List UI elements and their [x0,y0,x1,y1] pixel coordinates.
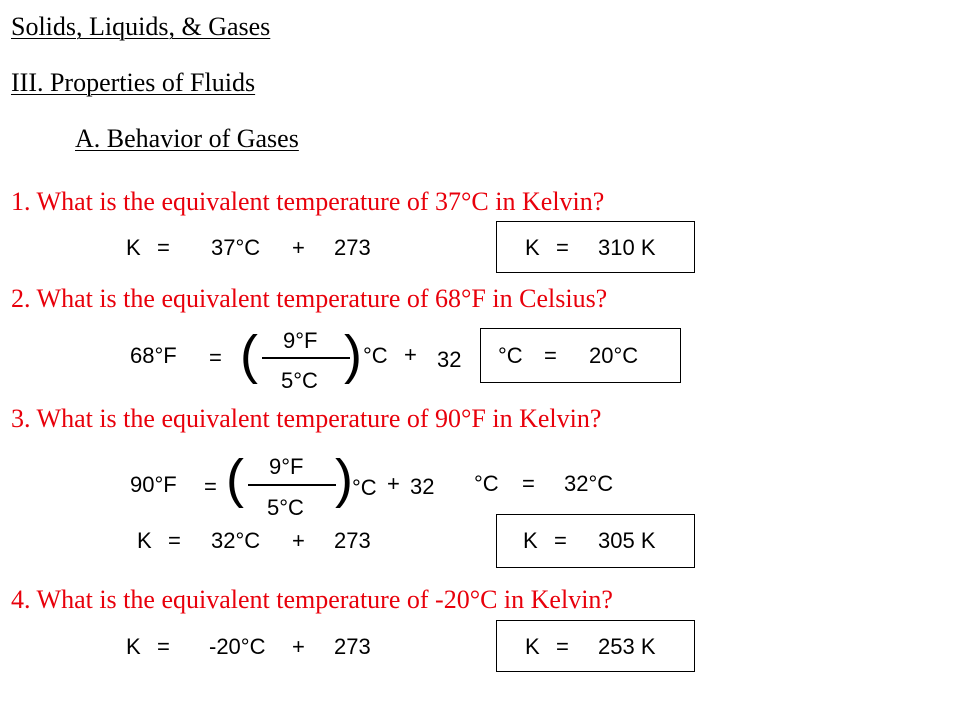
q2-answer-value: 20°C [589,343,639,368]
q3-intermediate-c: °C [474,471,499,496]
q4-celsius-value: -20°C [209,634,266,659]
q2-fraction-numerator: 9°F [283,328,318,353]
q3-close-paren: ) [335,449,353,509]
q1-answer-equals: = [556,235,569,260]
q2-fraction-bar [262,357,350,359]
q3-celsius-value: 32°C [211,528,261,553]
q3-open-paren: ( [226,449,244,509]
section-heading: III. Properties of Fluids [11,68,256,97]
q3-fraction-numerator: 9°F [269,454,304,479]
q4-answer-box [496,620,695,672]
q3-equals: = [204,474,217,499]
q3-intermediate-value: 32°C [564,471,614,496]
q3-celsius-unit: °C [352,475,377,500]
q2-answer-box [480,328,681,383]
q1-celsius-value: 37°C [211,235,261,260]
q3-k-label: K [137,528,152,553]
q1-equals: = [157,235,170,260]
q1-answer-box [496,221,695,273]
q3-constant-32: 32 [410,474,435,499]
subsection-heading: A. Behavior of Gases [75,124,299,153]
q3-answer-box [496,514,695,568]
question-2: 2. What is the equivalent temperature of 68°F in Celsius? [11,284,608,313]
q4-k-label: K [126,634,141,659]
q3-fraction-denominator: 5°C [267,495,304,520]
q4-answer-k: K [525,634,540,659]
q1-answer-k: K [525,235,540,260]
question-3: 3. What is the equivalent temperature of 90°F in Kelvin? [11,404,602,433]
q4-answer-value: 253 K [598,634,656,659]
question-1: 1. What is the equivalent temperature of 37°C in Kelvin? [11,187,605,216]
q2-equals: = [209,345,222,370]
q2-constant-32: 32 [437,347,462,372]
q3-fahrenheit-lhs: 90°F [130,472,177,497]
q2-plus: + [404,342,417,367]
q2-open-paren: ( [240,325,258,385]
q4-answer-equals: = [556,634,569,659]
q4-constant-273: 273 [334,634,371,659]
q2-fraction-denominator: 5°C [281,368,318,393]
q3-plus: + [387,471,400,496]
q2-answer-c: °C [498,343,523,368]
q3-answer-value: 305 K [598,528,656,553]
q3-intermediate-equals: = [522,471,535,496]
q2-close-paren: ) [344,325,362,385]
q1-constant-273: 273 [334,235,371,260]
q3-k-plus: + [292,528,305,553]
q3-fraction-bar [248,484,336,486]
q2-answer-equals: = [544,343,557,368]
topic-heading: Solids, Liquids, & Gases [11,12,271,41]
q4-equals: = [157,634,170,659]
q1-answer-value: 310 K [598,235,656,260]
q3-k-equals: = [168,528,181,553]
q2-celsius-unit: °C [363,343,388,368]
q3-answer-k: K [523,528,538,553]
q3-constant-273: 273 [334,528,371,553]
q4-plus: + [292,634,305,659]
q2-fahrenheit-lhs: 68°F [130,343,177,368]
q1-k-label: K [126,235,141,260]
question-4: 4. What is the equivalent temperature of -20°C in Kelvin? [11,585,613,614]
q3-answer-equals: = [554,528,567,553]
q1-plus: + [292,235,305,260]
